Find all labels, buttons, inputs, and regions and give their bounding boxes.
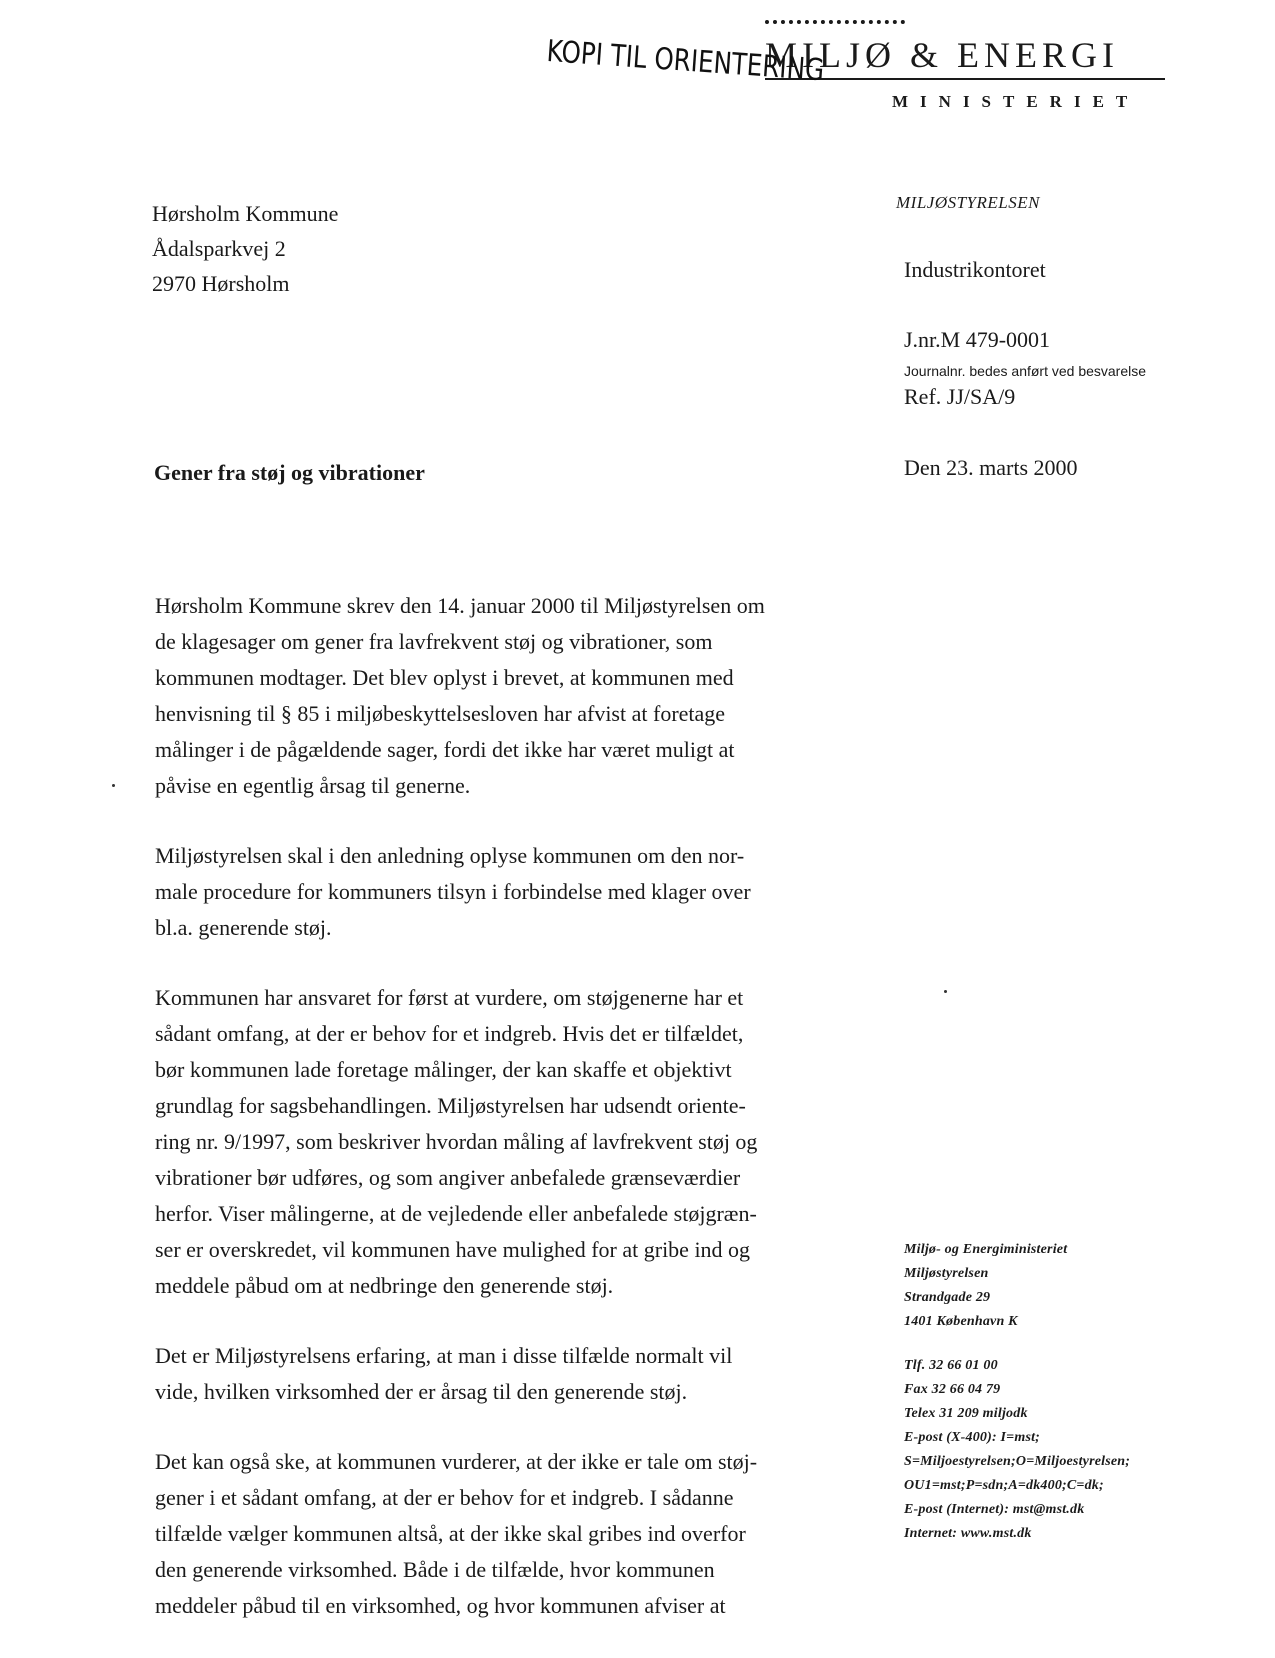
- body-line: Det kan også ske, at kommunen vurderer, at der ikke er tale om støj-: [155, 1449, 758, 1474]
- sender-contact-block: [904, 1238, 1130, 1546]
- body-line: Hørsholm Kommune skrev den 14. januar 2000 til Miljøstyrelsen om: [155, 593, 765, 618]
- sender-office: Industrikontoret: [904, 257, 1046, 282]
- body-paragraph: [155, 980, 855, 1304]
- sender-agency: MILJØSTYRELSEN: [896, 193, 1040, 212]
- body-paragraph: [155, 1338, 855, 1410]
- body-line: sådant omfang, at der er behov for et indgreb. Hvis det er tilfældet,: [155, 1021, 744, 1046]
- contact-line: Miljø- og Energiministeriet: [904, 1242, 1068, 1257]
- contact-gap: [904, 1334, 1130, 1354]
- body-line: tilfælde vælger kommunen altså, at der ikke skal gribes ind overfor: [155, 1521, 746, 1546]
- body-line: bør kommunen lade foretage målinger, der kan skaffe et objektivt: [155, 1057, 732, 1082]
- recipient-line: 2970 Hørsholm: [152, 271, 290, 296]
- letterhead-subtitle: MINISTERIET: [892, 92, 1140, 111]
- body-line: målinger i de pågældende sager, fordi det ikke har været muligt at: [155, 737, 735, 762]
- contact-line: 1401 København K: [904, 1314, 1018, 1329]
- contact-line: Telex 31 209 miljodk: [904, 1406, 1028, 1421]
- body-line: de klagesager om gener fra lavfrekvent støj og vibrationer, som: [155, 629, 713, 654]
- scan-speck: [944, 990, 947, 993]
- contact-line: S=Miljoestyrelsen;O=Miljoestyrelsen;: [904, 1454, 1131, 1469]
- body-paragraph: [155, 588, 855, 804]
- contact-line: E-post (X-400): I=mst;: [904, 1430, 1041, 1445]
- body-line: meddeler påbud til en virksomhed, og hvor kommunen afviser at: [155, 1593, 726, 1618]
- recipient-line: Hørsholm Kommune: [152, 201, 339, 226]
- letter-subject: Gener fra støj og vibrationer: [154, 460, 425, 485]
- letterhead-dots: [765, 20, 905, 24]
- contact-line: E-post (Internet): mst@mst.dk: [904, 1502, 1085, 1517]
- contact-line: Internet: www.mst.dk: [904, 1526, 1032, 1541]
- contact-line: Tlf. 32 66 01 00: [904, 1358, 998, 1373]
- body-line: grundlag for sagsbehandlingen. Miljøstyrelsen har udsendt oriente-: [155, 1093, 746, 1118]
- recipient-line: Ådalsparkvej 2: [152, 236, 286, 261]
- journal-note: Journalnr. bedes anført ved besvarelse: [904, 363, 1147, 379]
- body-line: ser er overskredet, vil kommunen have mulighed for at gribe ind og: [155, 1237, 751, 1262]
- body-line: male procedure for kommuners tilsyn i forbindelse med klager over: [155, 879, 751, 904]
- body-line: herfor. Viser målingerne, at de vejledende eller anbefalede støjgræn-: [155, 1201, 757, 1226]
- body-line: kommunen modtager. Det blev oplyst i brevet, at kommunen med: [155, 665, 734, 690]
- body-line: bl.a. generende støj.: [155, 915, 332, 940]
- body-paragraph: [155, 838, 855, 946]
- body-line: ring nr. 9/1997, som beskriver hvordan måling af lavfrekvent støj og: [155, 1129, 758, 1154]
- letterhead-rule: [765, 78, 1165, 80]
- copy-stamp: KOPI TIL ORIENTERING: [545, 34, 826, 89]
- body-line: Det er Miljøstyrelsens erfaring, at man i disse tilfælde normalt vil: [155, 1343, 733, 1368]
- body-line: henvisning til § 85 i miljøbeskyttelsesloven har afvist at foretage: [155, 701, 726, 726]
- body-line: Miljøstyrelsen skal i den anledning oplyse kommunen om den nor-: [155, 843, 745, 868]
- contact-line: Fax 32 66 04 79: [904, 1382, 1001, 1397]
- letter-date: Den 23. marts 2000: [904, 455, 1078, 480]
- body-line: påvise en egentlig årsag til generne.: [155, 773, 471, 798]
- body-line: gener i et sådant omfang, at der er behov for et indgreb. I sådanne: [155, 1485, 734, 1510]
- contact-line: Strandgade 29: [904, 1290, 991, 1305]
- body-line: vide, hvilken virksomhed der er årsag til den generende støj.: [155, 1379, 688, 1404]
- body-line: meddele påbud om at nedbringe den generende støj.: [155, 1273, 614, 1298]
- body-line: Kommunen har ansvaret for først at vurdere, om støjgenerne har et: [155, 985, 744, 1010]
- reference: Ref. JJ/SA/9: [904, 384, 1016, 409]
- body-line: vibrationer bør udføres, og som angiver anbefalede grænseværdier: [155, 1165, 741, 1190]
- recipient-address: [152, 196, 338, 301]
- scan-speck: [112, 784, 115, 787]
- contact-line: OU1=mst;P=sdn;A=dk400;C=dk;: [904, 1478, 1104, 1493]
- body-line: den generende virksomhed. Både i de tilfælde, hvor kommunen: [155, 1557, 715, 1582]
- letter-body: [155, 588, 855, 1658]
- journal-number: J.nr.M 479-0001: [904, 327, 1051, 352]
- letterhead-title: MILJØ & ENERGI: [765, 35, 1119, 75]
- body-paragraph: [155, 1444, 855, 1624]
- contact-line: Miljøstyrelsen: [904, 1266, 989, 1281]
